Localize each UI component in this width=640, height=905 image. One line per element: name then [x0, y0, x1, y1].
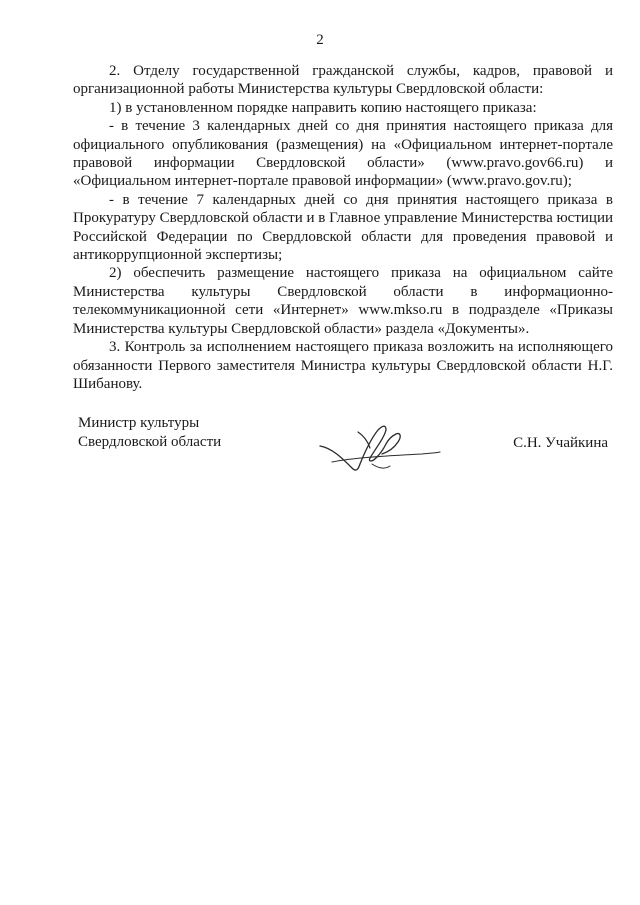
paragraph-subitem-1: 1) в установленном порядке направить копию настоящего приказа: [109, 99, 537, 116]
signer-title-line-1: Министр культуры [78, 415, 200, 431]
handwritten-signature [312, 418, 442, 478]
document-body [73, 62, 613, 393]
paragraph-prosecutor-7-days: - в течение 7 календарных дней со дня принятия настоящего приказа в Прокуратуру Свердловской области и в Главное управление Министерства юстиции Российской Федерации по Свердловской области для проведения правовой и антикоррупционной экспертизы; [73, 191, 614, 264]
paragraph-item-3-control: 3. Контроль за исполнением настоящего приказа возложить на исполняющего обязанности Первого заместителя Министра культуры Свердловской области Н.Г. Шибанову. [73, 339, 613, 392]
paragraph-item-2: 2. Отделу государственной гражданской службы, кадров, правовой и организационной работы Министерства культуры Свердловской области: [73, 63, 613, 98]
paragraph-subitem-2-website: 2) обеспечить размещение настоящего приказа на официальном сайте Министерства культуры Свердловской области в информационно-телекоммуникационной сети «Интернет» www.mkso.ru в подразделе «Приказы Министерства культуры Свердловской области» раздела «Документы». [73, 265, 613, 337]
paragraph-publication-3-days: - в течение 3 календарных дней со дня принятия настоящего приказа для официального опубликования (размещения) на «Официальном интернет-портале правовой информации Свердловской области» (www.pravo.gov66.ru) и «Официальном интернет-портале правовой информации» (www.pravo.gov.ru); [73, 118, 613, 190]
signer-title [78, 414, 221, 452]
signer-name: С.Н. Учайкина [513, 435, 608, 451]
page-number: 2 [316, 32, 324, 48]
signer-title-line-2: Свердловской области [78, 434, 222, 450]
